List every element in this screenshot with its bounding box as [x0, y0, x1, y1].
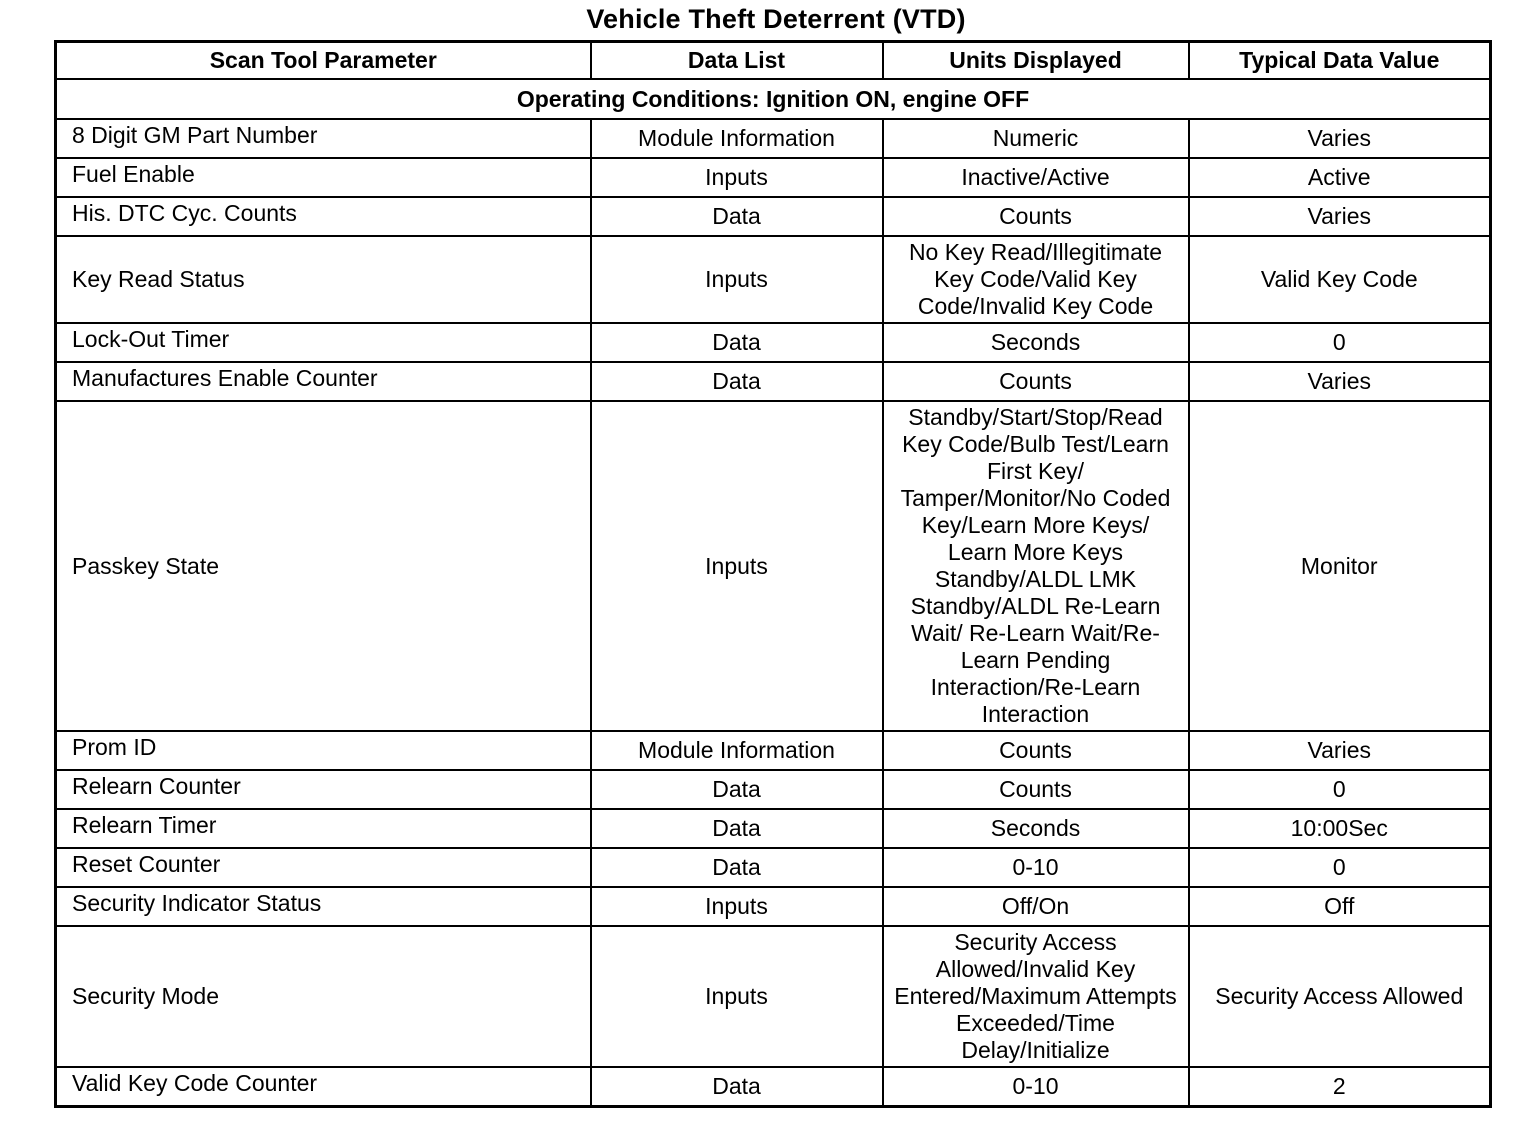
units-cell: Seconds [883, 809, 1189, 848]
typical-value-cell: Varies [1189, 119, 1491, 158]
table-row [56, 119, 1491, 158]
data-list-cell: Data [591, 197, 883, 236]
data-list-cell: Inputs [591, 887, 883, 926]
table-row [56, 323, 1491, 362]
typical-value-cell: Varies [1189, 197, 1491, 236]
units-cell: Security Access Allowed/Invalid Key Entered/Maximum Attempts Exceeded/Time Delay/Initialize [883, 926, 1189, 1067]
units-cell: 0-10 [883, 848, 1189, 887]
parameter-cell: Relearn Timer [56, 809, 591, 848]
column-header-data-list: Data List [591, 42, 883, 80]
typical-value-cell: Monitor [1189, 401, 1491, 731]
parameter-cell: Lock-Out Timer [56, 323, 591, 362]
parameter-cell: Fuel Enable [56, 158, 591, 197]
typical-value-cell: 0 [1189, 770, 1491, 809]
table-row [56, 848, 1491, 887]
units-cell: Off/On [883, 887, 1189, 926]
parameter-cell: Security Indicator Status [56, 887, 591, 926]
table-row [56, 197, 1491, 236]
vtd-parameter-table [54, 40, 1492, 1108]
data-list-cell: Inputs [591, 236, 883, 323]
parameter-cell: Reset Counter [56, 848, 591, 887]
table-row [56, 887, 1491, 926]
parameter-cell: Valid Key Code Counter [56, 1067, 591, 1107]
data-list-cell: Data [591, 809, 883, 848]
table-row [56, 770, 1491, 809]
data-list-cell: Data [591, 362, 883, 401]
typical-value-cell: Varies [1189, 731, 1491, 770]
typical-value-cell: Security Access Allowed [1189, 926, 1491, 1067]
parameter-cell: Manufactures Enable Counter [56, 362, 591, 401]
data-list-cell: Module Information [591, 731, 883, 770]
operating-conditions-row [56, 79, 1491, 119]
parameter-cell: His. DTC Cyc. Counts [56, 197, 591, 236]
table-row [56, 1067, 1491, 1107]
data-list-cell: Data [591, 770, 883, 809]
parameter-cell: Relearn Counter [56, 770, 591, 809]
table-row [56, 809, 1491, 848]
data-list-cell: Inputs [591, 926, 883, 1067]
data-list-cell: Module Information [591, 119, 883, 158]
parameter-cell: Prom ID [56, 731, 591, 770]
typical-value-cell: Off [1189, 887, 1491, 926]
typical-value-cell: 10:00Sec [1189, 809, 1491, 848]
typical-value-cell: 0 [1189, 848, 1491, 887]
units-cell: No Key Read/Illegitimate Key Code/Valid Key Code/Invalid Key Code [883, 236, 1189, 323]
typical-value-cell: 0 [1189, 323, 1491, 362]
typical-value-cell: Active [1189, 158, 1491, 197]
data-list-cell: Inputs [591, 401, 883, 731]
table-row [56, 236, 1491, 323]
parameter-cell: Passkey State [56, 401, 591, 731]
typical-value-cell: 2 [1189, 1067, 1491, 1107]
data-list-cell: Inputs [591, 158, 883, 197]
data-list-cell: Data [591, 323, 883, 362]
units-cell: Counts [883, 770, 1189, 809]
table-row [56, 731, 1491, 770]
table-row [56, 401, 1491, 731]
typical-value-cell: Varies [1189, 362, 1491, 401]
parameter-cell: Key Read Status [56, 236, 591, 323]
units-cell: Counts [883, 731, 1189, 770]
units-cell: Numeric [883, 119, 1189, 158]
units-cell: Inactive/Active [883, 158, 1189, 197]
units-cell: Counts [883, 362, 1189, 401]
data-list-cell: Data [591, 848, 883, 887]
column-header-parameter: Scan Tool Parameter [56, 42, 591, 80]
column-header-typical-value: Typical Data Value [1189, 42, 1491, 80]
table-row [56, 926, 1491, 1067]
units-cell: Standby/Start/Stop/Read Key Code/Bulb Test/Learn First Key/ Tamper/Monitor/No Coded Key/Learn More Keys/ Learn More Keys Standby/ALDL LMK Standby/ALDL Re-Learn Wait/ Re-Learn Wait/Re-Learn Pending Interaction/Re-Learn Interaction [883, 401, 1189, 731]
column-header-units: Units Displayed [883, 42, 1189, 80]
parameter-cell: 8 Digit GM Part Number [56, 119, 591, 158]
parameter-cell: Security Mode [56, 926, 591, 1067]
units-cell: Seconds [883, 323, 1189, 362]
typical-value-cell: Valid Key Code [1189, 236, 1491, 323]
units-cell: 0-10 [883, 1067, 1189, 1107]
operating-conditions: Operating Conditions: Ignition ON, engine OFF [56, 79, 1491, 119]
units-cell: Counts [883, 197, 1189, 236]
document-title: Vehicle Theft Deterrent (VTD) [586, 4, 966, 34]
data-list-cell: Data [591, 1067, 883, 1107]
table-row [56, 362, 1491, 401]
table-row [56, 158, 1491, 197]
header-row [56, 42, 1491, 80]
